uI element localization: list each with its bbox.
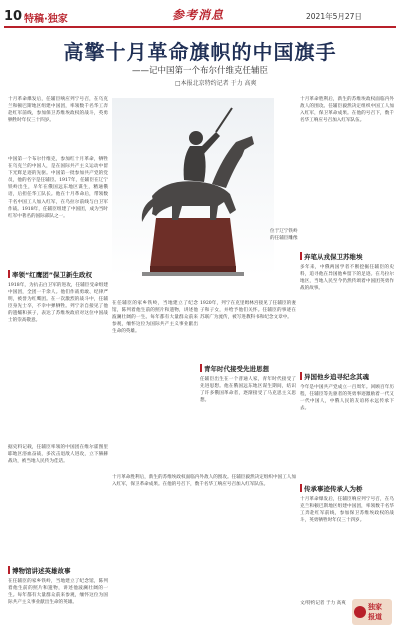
exclusive-logo [352, 599, 392, 625]
article-column-3: 1920年，列宁在克里姆林宫接见了任辅臣的妻子和子女，并给予他们关怀。任辅臣的事迹在苏联广为流传，被写进教科书和纪念文章中。 [200, 301, 296, 321]
article-column-1c: 据史料记载，任辅臣率领的中国团在维尔霍图里耶地区浴血奋战，多次击退敌人进攻，立下赫赫战功，被当地人民传为佳话。 [8, 445, 108, 465]
article-column-4d: 十月革命爆发后，任辅臣响应列宁号召，在乌克兰和顿巴斯地区组建中国团，率领数千名华工奔赴红军前线，参加保卫苏维埃政权的战斗，英勇牺牲时年仅三十四岁。 [300, 497, 394, 524]
article-column-2: 在任辅臣的家乡铁岭，当地建立了纪念馆，陈列着他生前的照片和遗物，讲述他波澜壮阔的一生。每年都有大量群众前来参观，缅怀这位为国际共产主义事业献出生命的英雄。 [112, 301, 198, 335]
article-lead: 十月革命爆发后，任辅臣响应列宁号召，在乌克兰和顿巴斯地区组建中国团，率领数千名华工奔赴红军前线，参加保卫苏维埃政权的战斗，英勇牺牲时年仅三十四岁。 [8, 97, 108, 124]
article-byline: □本报北京特约记者 于力 高爽 [175, 80, 257, 87]
article-column-3b: 任辅臣出生在一个普通人家，青年时代接受了先进思想。他在俄国远东地区谋生期间，结识了许多俄国革命者，逐渐接受了马克思主义思想。 [200, 377, 296, 404]
subhead-marker [8, 270, 10, 278]
subhead-6: 传承事迹传承人为桥 [304, 485, 363, 493]
subhead-3: 青年时代接受先进思想 [204, 365, 269, 373]
article-signoff: 文/特约记者 于力 高爽 [300, 601, 346, 606]
logo-text-2: 报道 [368, 613, 382, 621]
subhead-marker [300, 372, 302, 380]
article-column-4b: 多年来，中俄两国学者不断挖掘任辅臣的史料，追寻他在异国他乡留下的足迹。在乌拉尔地区，当地人民至今仍然传颂着中国团英勇作战的故事。 [300, 265, 394, 292]
article-column-4c: 今年是中国共产党成立一百周年。回顾百年历程，任辅臣等先驱者的英勇事迹激励着一代又一代中国人，中俄人民的友谊将永远传承下去。 [300, 385, 394, 412]
statue-photo [112, 98, 274, 276]
article-headline: 高擎十月革命旗帜的中国旗手 [63, 40, 337, 64]
article-column-1: 中国第一个布尔什维克，参加红十月革命，牺牲在乌克兰的中国人，是在国际共产主义运动中留下光辉足迹的先驱。中国第一批参加共产党的党员，他的名字是任辅臣。1917年，任辅臣在辽宁铁岭出生，早年在俄国远东地区谋生，精通俄语，后担任华工队长。他在十月革命后，带领数千名中国工人加入红军，在乌拉尔前线与白卫军作战。1918年，任辅臣组建了中国团，成为当时红军中著名的国际部队之一。 [8, 157, 108, 219]
header-divider [4, 26, 396, 28]
article-column-4: 十月革命胜利后，新生的苏维埃政权面临内外敌人的围攻。任辅臣毅然决定组织中国工人加入红军，保卫革命成果。在他的号召下，数千名华工响应号召加入红军队伍。 [300, 97, 394, 124]
subhead-marker [200, 364, 202, 372]
photo-caption: 位于辽宁铁岭的任辅臣雕像 [270, 229, 298, 241]
subhead-5: 异国他乡追寻纪念其魂 [304, 373, 369, 381]
masthead-logo: 参考消息 [172, 8, 225, 22]
subhead-marker [300, 484, 302, 492]
subhead-2: 博物馆讲述英雄故事 [12, 567, 71, 575]
page-number: 10 [4, 9, 23, 24]
subhead-1: 率领“红鹰团”保卫新生政权 [12, 271, 93, 279]
issue-date: 2021年5月27日 [306, 12, 362, 21]
article-column-1b: 1918年，为抗击白卫军的进攻，任辅臣受命组建中国团，全团一千余人。他们作战勇敢、纪律严明，被誉为红鹰团。在一次激烈的战斗中，任辅臣身先士卒，不幸中弹牺牲。列宁亲自接见了他的遗孀和孩子，表达了苏维埃政府对这位中国战士的崇高敬意。 [8, 283, 108, 324]
subhead-marker [8, 566, 10, 574]
subhead-marker [300, 252, 302, 260]
logo-text-1: 独家 [368, 603, 382, 611]
page-header [0, 0, 400, 27]
article-column-1d: 在任辅臣的家乡铁岭，当地建立了纪念馆，陈列着他生前的照片和遗物，讲述他波澜壮阔的一生。每年都有大量群众前来参观，缅怀这位为国际共产主义事业献出生命的英雄。 [8, 579, 108, 606]
article-column-2b: 十月革命胜利后，新生的苏维埃政权面临内外敌人的围攻。任辅臣毅然决定组织中国工人加入红军，保卫革命成果。在他的号召下，数千名华工响应号召加入红军队伍。 [112, 475, 296, 488]
section-label: 特稿·独家 [24, 14, 68, 25]
subhead-4: 弃笔从戎保卫苏维埃 [304, 253, 363, 261]
article-subtitle: ——记中国第一个布尔什维克任辅臣 [131, 66, 268, 76]
